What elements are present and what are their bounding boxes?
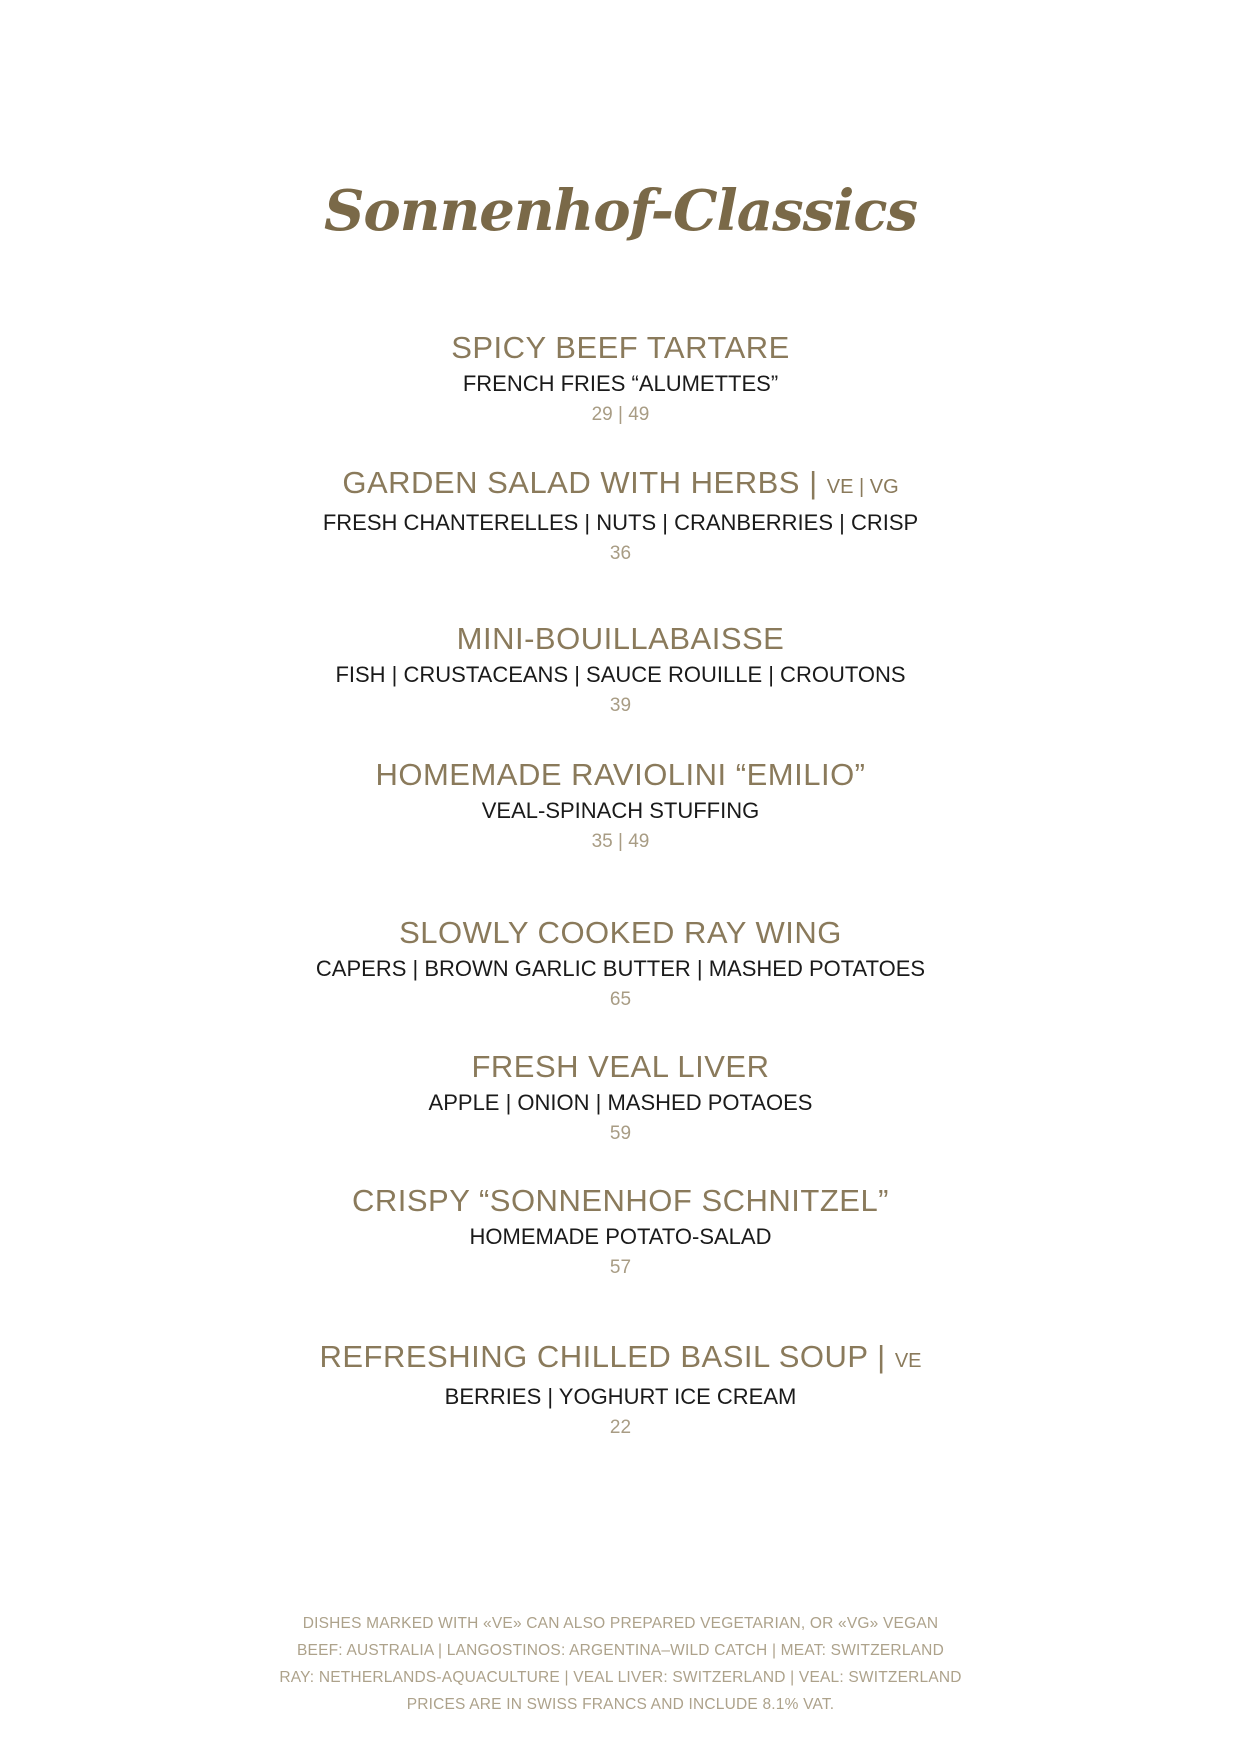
dish-price: 22 xyxy=(609,1417,632,1438)
footer-line-origin-1: BEEF: AUSTRALIA | LANGOSTINOS: ARGENTINA–WILD CATCH | MEAT: SWITZERLAND xyxy=(297,1642,944,1659)
menu-footer xyxy=(0,1610,1241,1718)
diet-tags: VE xyxy=(894,1350,922,1372)
dish-basil-soup xyxy=(0,1337,1241,1442)
diet-tags: VE | VG xyxy=(826,476,899,498)
dish-name: SPICY BEEF TARTARE xyxy=(451,330,790,365)
dish-name: GARDEN SALAD WITH HERBS xyxy=(342,465,800,500)
dish-description: VEAL-SPINACH STUFFING xyxy=(481,798,760,823)
dish-price: 59 xyxy=(609,1123,632,1144)
dish-mini-bouillabaisse xyxy=(0,619,1241,720)
dish-description: FRESH CHANTERELLES | NUTS | CRANBERRIES | CRISP xyxy=(322,510,919,535)
menu-title: Sonnenhof-Classics xyxy=(323,178,918,244)
dish-veal-liver xyxy=(0,1047,1241,1148)
dish-price: 65 xyxy=(609,989,632,1010)
dish-ray-wing xyxy=(0,913,1241,1014)
dish-price: 35 | 49 xyxy=(591,831,650,852)
dish-price: 36 xyxy=(609,543,632,564)
dish-spicy-beef-tartare xyxy=(0,328,1241,429)
dish-description: FRENCH FRIES “ALUMETTES” xyxy=(462,371,779,396)
footer-line-origin-2: RAY: NETHERLANDS-AQUACULTURE | VEAL LIVER: SWITZERLAND | VEAL: SWITZERLAND xyxy=(279,1669,962,1686)
dish-homemade-raviolini xyxy=(0,755,1241,856)
dish-description: HOMEMADE POTATO-SALAD xyxy=(469,1224,772,1249)
dish-price: 29 | 49 xyxy=(591,404,650,425)
dish-price: 57 xyxy=(609,1257,632,1278)
dish-description: BERRIES | YOGHURT ICE CREAM xyxy=(444,1384,797,1409)
dish-name: SLOWLY COOKED RAY WING xyxy=(399,915,842,950)
dish-name: HOMEMADE RAVIOLINI “EMILIO” xyxy=(375,757,866,792)
dish-description: FISH | CRUSTACEANS | SAUCE ROUILLE | CROUTONS xyxy=(335,662,906,687)
footer-line-dietary: DISHES MARKED WITH «VE» CAN ALSO PREPARED VEGETARIAN, OR «VG» VEGAN xyxy=(302,1615,939,1632)
dish-name: CRISPY “SONNENHOF SCHNITZEL” xyxy=(351,1183,890,1218)
dish-description: APPLE | ONION | MASHED POTAOES xyxy=(428,1090,813,1115)
dish-name-row: GARDEN SALAD WITH HERBS | VE | VG xyxy=(342,465,899,500)
dish-price: 39 xyxy=(609,695,632,716)
dish-sonnenhof-schnitzel xyxy=(0,1181,1241,1282)
dish-garden-salad xyxy=(0,463,1241,568)
dish-description: CAPERS | BROWN GARLIC BUTTER | MASHED POTATOES xyxy=(315,956,926,981)
dish-name: REFRESHING CHILLED BASIL SOUP xyxy=(319,1339,869,1374)
dish-name: FRESH VEAL LIVER xyxy=(471,1049,770,1084)
dish-name-row: REFRESHING CHILLED BASIL SOUP | VE xyxy=(319,1339,922,1374)
dish-name: MINI-BOUILLABAISSE xyxy=(456,621,785,656)
footer-line-prices: PRICES ARE IN SWISS FRANCS AND INCLUDE 8.1% VAT. xyxy=(406,1696,835,1713)
